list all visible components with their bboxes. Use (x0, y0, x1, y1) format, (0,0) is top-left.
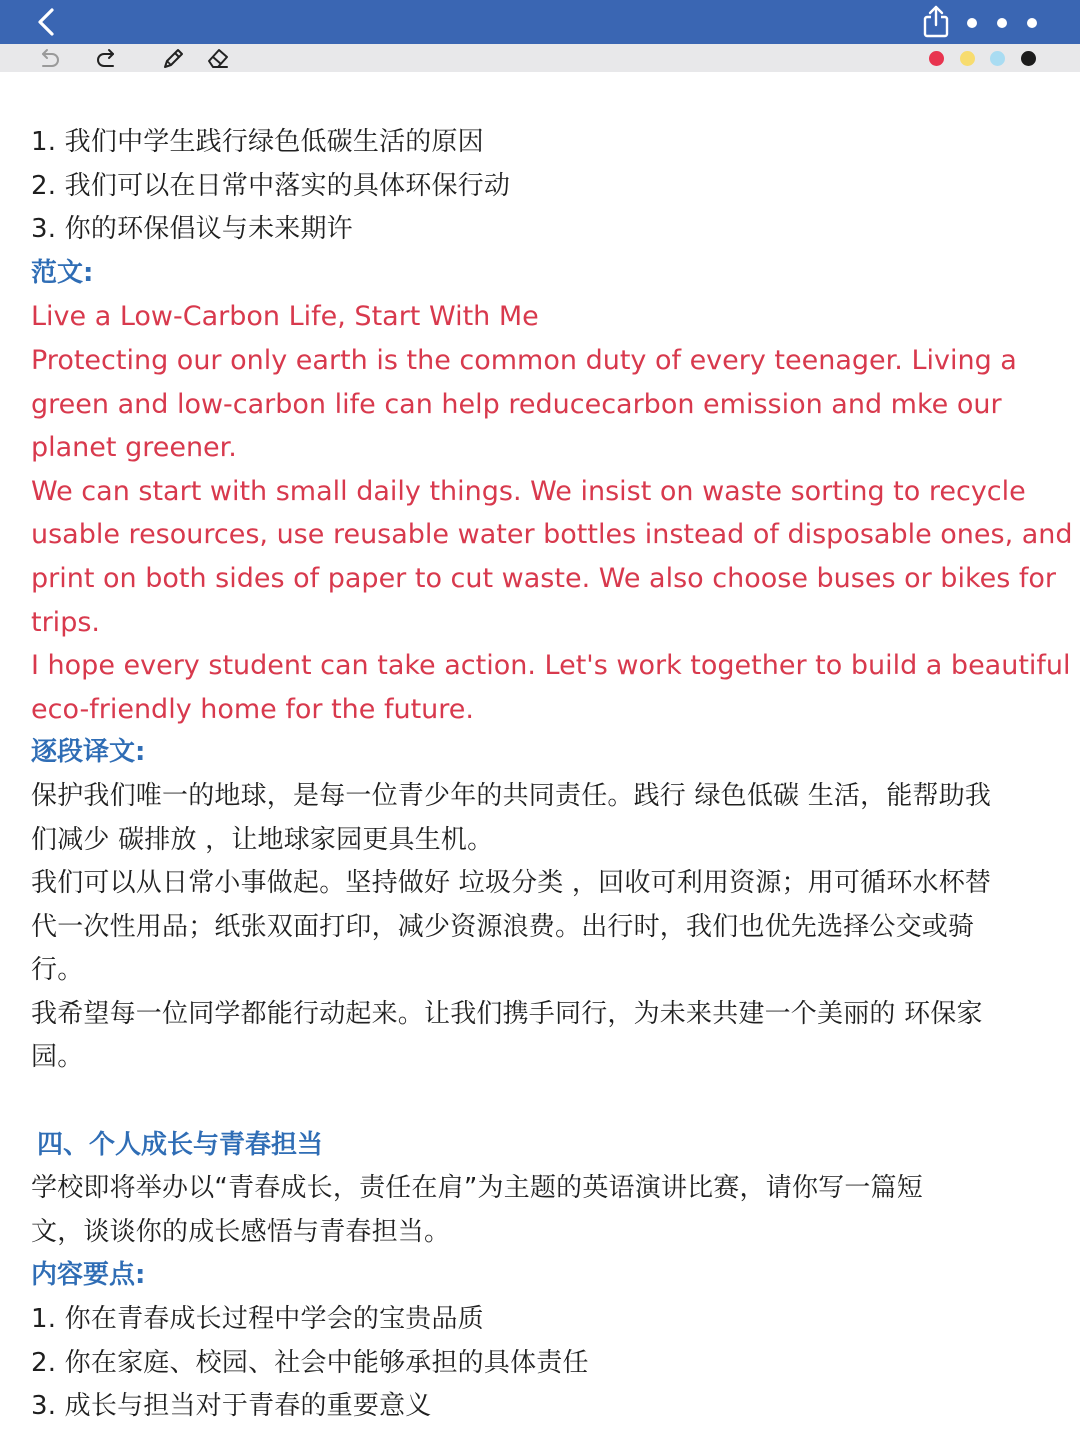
document-content (31, 121, 1073, 1429)
back-button[interactable] (30, 4, 66, 40)
section-title: 四、个人成长与青春担当 (37, 1129, 324, 1160)
prompt-line: 学校即将举办以“青春成长，责任在肩”为主题的英语演讲比赛，请你写一篇短 (31, 1173, 923, 1204)
pencil-button[interactable] (158, 44, 188, 72)
eraser-button[interactable] (203, 44, 233, 72)
color-swatch-black[interactable] (1021, 51, 1036, 66)
translation-heading: 逐段译文: (31, 737, 146, 768)
essay-line: usable resources, use reusable water bottles instead of disposable ones, and (31, 519, 1073, 551)
sample-essay-heading: 范文: (31, 257, 94, 288)
color-swatch-yellow[interactable] (960, 51, 975, 66)
share-icon (918, 4, 954, 40)
translation-line: 我希望每一位同学都能行动起来。让我们携手同行，为未来共建一个美丽的 环保家 (31, 998, 983, 1029)
color-swatch-light-blue[interactable] (990, 51, 1005, 66)
content-point: 2. 你在家庭、校园、社会中能够承担的具体责任 (31, 1347, 589, 1378)
share-button[interactable] (918, 4, 954, 40)
chevron-left-icon (30, 4, 66, 40)
translation-line: 代一次性用品；纸张双面打印，减少资源浪费。出行时，我们也优先选择公交或骑 (31, 911, 975, 942)
essay-line: trips. (31, 606, 100, 638)
essay-line: eco-friendly home for the future. (31, 693, 474, 725)
content-point: 2. 我们可以在日常中落实的具体环保行动 (31, 170, 511, 201)
prompt-line: 文，谈谈你的成长感悟与青春担当。 (31, 1216, 451, 1247)
essay-line: green and low-carbon life can help reducecarbon emission and mke our (31, 388, 1002, 420)
essay-line: We can start with small daily things. We insist on waste sorting to recycle (31, 475, 1026, 507)
content-point: 3. 成长与担当对于青春的重要意义 (31, 1391, 432, 1422)
essay-line: planet greener. (31, 432, 237, 464)
content-points-heading: 内容要点: (31, 1260, 146, 1291)
essay-line: I hope every student can take action. Let's work together to build a beautiful (31, 650, 1071, 682)
undo-icon (34, 44, 64, 72)
annotation-toolbar (0, 44, 1080, 72)
translation-line: 们减少 碳排放 ，让地球家园更具生机。 (31, 824, 494, 855)
translation-line: 我们可以从日常小事做起。坚持做好 垃圾分类 ，回收可利用资源；用可循环水杯替 (31, 868, 992, 899)
translation-line: 行。 (31, 955, 84, 986)
translation-line: 园。 (31, 1042, 84, 1073)
content-point: 3. 你的环保倡议与未来期许 (31, 214, 353, 245)
pencil-icon (158, 44, 188, 72)
redo-button[interactable] (92, 44, 122, 72)
undo-button[interactable] (34, 44, 64, 72)
color-swatch-red[interactable] (929, 51, 944, 66)
more-options-button[interactable] (960, 6, 1050, 38)
translation-line: 保护我们唯一的地球，是每一位青少年的共同责任。践行 绿色低碳 生活，能帮助我 (31, 780, 992, 811)
eraser-icon (203, 44, 233, 72)
content-point: 1. 你在青春成长过程中学会的宝贵品质 (31, 1304, 484, 1335)
essay-line: Protecting our only earth is the common duty of every teenager. Living a (31, 344, 1017, 376)
content-point: 1. 我们中学生践行绿色低碳生活的原因 (31, 127, 484, 157)
redo-icon (92, 44, 122, 72)
top-bar (0, 0, 1080, 44)
more-dots-icon (960, 6, 1050, 38)
essay-line: print on both sides of paper to cut waste. We also choose buses or bikes for (31, 562, 1056, 594)
essay-title: Live a Low-Carbon Life, Start With Me (31, 301, 539, 333)
spacer (31, 1080, 1061, 1124)
